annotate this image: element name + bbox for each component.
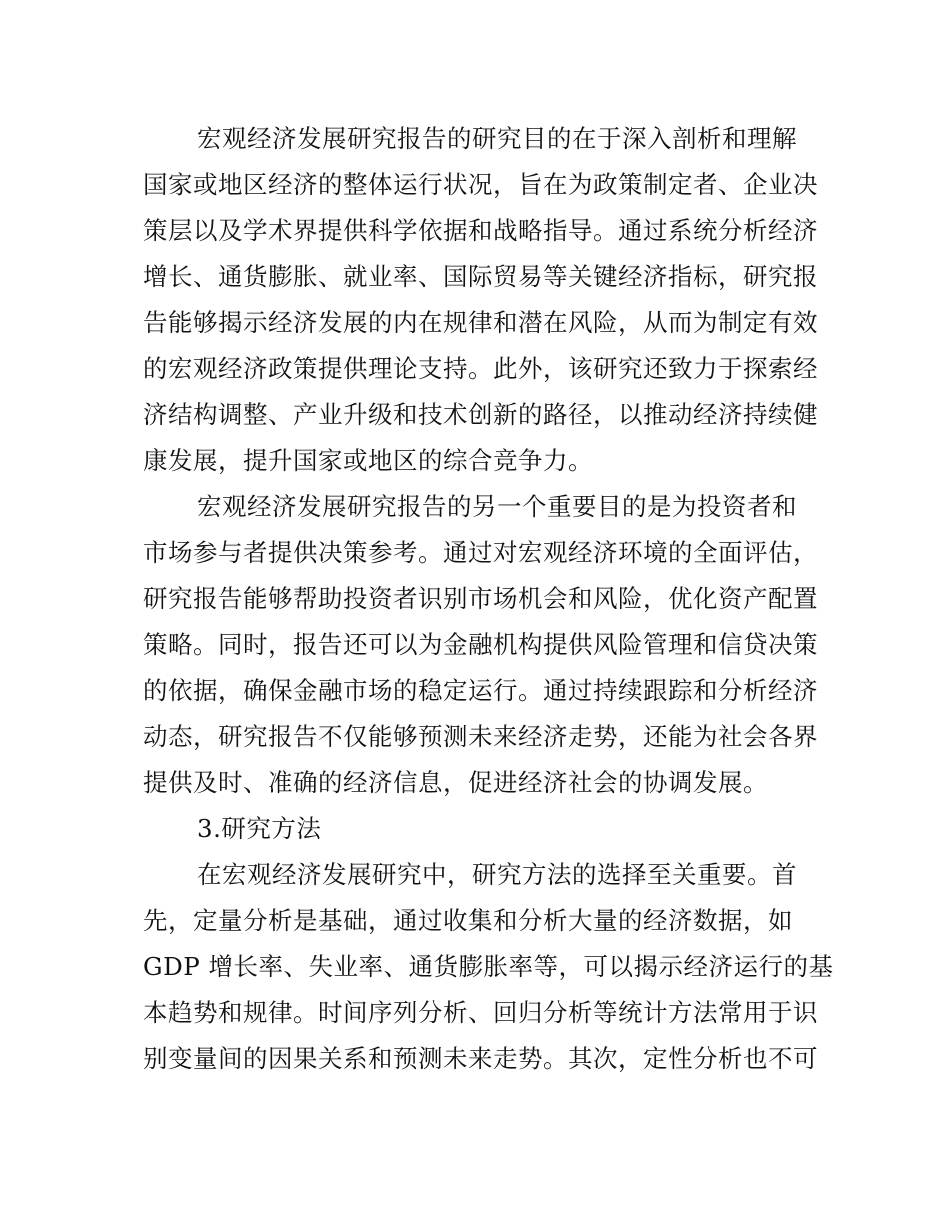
paragraph-1-line-2: 国家或地区经济的整体运行状况，旨在为政策制定者、企业决 — [143, 170, 818, 199]
paragraph-2-line-1: 宏观经济发展研究报告的另一个重要目的是为投资者和 — [197, 492, 797, 521]
paragraph-2-line-4: 策略。同时，报告还可以为金融机构提供风险管理和信贷决策 — [143, 630, 818, 659]
paragraph-1-line-7: 济结构调整、产业升级和技术创新的路径，以推动经济持续健 — [143, 400, 818, 429]
paragraph-3-line-2: 先，定量分析是基础，通过收集和分析大量的经济数据，如 — [143, 906, 793, 935]
paragraph-1-line-5: 告能够揭示经济发展的内在规律和潜在风险，从而为制定有效 — [143, 308, 818, 337]
paragraph-2-line-5: 的依据，确保金融市场的稳定运行。通过持续跟踪和分析经济 — [143, 676, 818, 705]
paragraph-2-line-3: 研究报告能够帮助投资者识别市场机会和风险，优化资产配置 — [143, 584, 818, 613]
paragraph-3-line-1: 在宏观经济发展研究中，研究方法的选择至关重要。首 — [197, 860, 797, 889]
paragraph-1-line-4: 增长、通货膨胀、就业率、国际贸易等关键经济指标，研究报 — [143, 262, 818, 291]
paragraph-2-line-2: 市场参与者提供决策参考。通过对宏观经济环境的全面评估， — [143, 538, 818, 567]
paragraph-1-line-6: 的宏观经济政策提供理论支持。此外，该研究还致力于探索经 — [143, 354, 818, 383]
paragraph-2-line-7: 提供及时、准确的经济信息，促进经济社会的协调发展。 — [143, 768, 768, 797]
paragraph-1-line-3: 策层以及学术界提供科学依据和战略指导。通过系统分析经济 — [143, 216, 818, 245]
paragraph-1-line-8: 康发展，提升国家或地区的综合竞争力。 — [143, 446, 593, 475]
paragraph-3-line-4: 本趋势和规律。时间序列分析、回归分析等统计方法常用于识 — [143, 998, 818, 1027]
paragraph-1-line-1: 宏观经济发展研究报告的研究目的在于深入剖析和理解 — [197, 124, 797, 153]
paragraph-3-line-3: GDP 增长率、失业率、通货膨胀率等，可以揭示经济运行的基 — [143, 952, 834, 981]
paragraph-3-line-5: 别变量间的因果关系和预测未来走势。其次，定性分析也不可 — [143, 1044, 818, 1073]
paragraph-2-line-6: 动态，研究报告不仅能够预测未来经济走势，还能为社会各界 — [143, 722, 818, 751]
section-heading: 3.研究方法 — [197, 814, 322, 843]
